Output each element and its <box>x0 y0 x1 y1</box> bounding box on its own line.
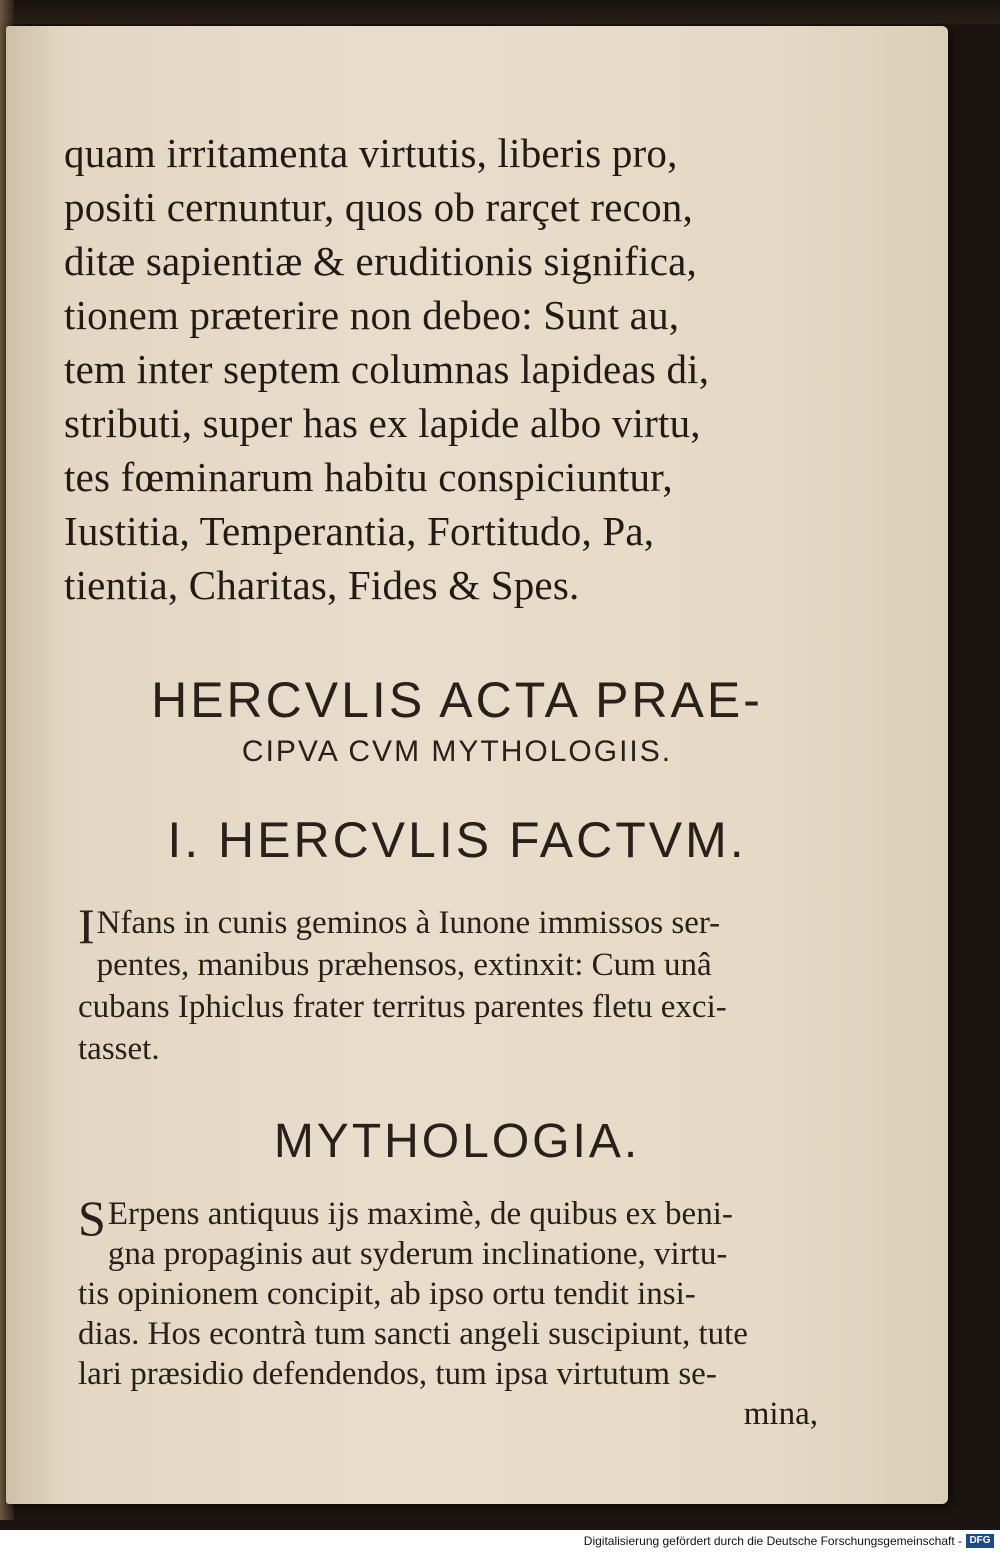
mythologia-heading: MYTHOLOGIA. <box>273 1115 641 1168</box>
mythologia-line: lari præsidio defendendos, tum ipsa virtutum se- <box>78 1356 717 1392</box>
footer-credit: Digitalisierung gefördert durch die Deutsche Forschungsgemeinschaft - <box>583 1534 962 1548</box>
dfg-logo: DFG <box>966 1534 994 1548</box>
drop-cap: S <box>78 1190 106 1246</box>
body-line: ditæ sapientiæ & eruditionis significa, <box>64 238 697 284</box>
book-edge-top <box>0 0 1000 24</box>
body-text <box>64 126 844 612</box>
body-line: stributi, super has ex lapide albo virtu, <box>64 400 701 446</box>
factum-heading: I. HERCVLIS FACTVM. <box>167 812 747 868</box>
book-page <box>6 26 948 1504</box>
section-subheading: CIPVA CVM MYTHOLOGIIS. <box>241 735 673 768</box>
factum-paragraph <box>78 898 842 1070</box>
body-line: tientia, Charitas, Fides & Spes. <box>64 562 580 608</box>
body-line: tes fœminarum habitu conspiciuntur, <box>64 454 673 500</box>
body-line: Iustitia, Temperantia, Fortitudo, Pa, <box>64 508 655 554</box>
catchword: mina, <box>743 1396 818 1432</box>
body-line: positi cernuntur, quos ob rarçet recon, <box>64 184 693 230</box>
mythologia-line: tis opinionem concipit, ab ipso ortu tendit insi- <box>78 1276 696 1312</box>
body-line: quam irritamenta virtutis, liberis pro, <box>64 130 678 176</box>
mythologia-line: Erpens antiquus ijs maximè, de quibus ex beni- <box>107 1196 733 1232</box>
factum-line: cubans Iphiclus frater territus parentes fletu exci- <box>78 989 727 1025</box>
factum-line: pentes, manibus præhensos, extinxit: Cum unâ <box>96 947 712 983</box>
section-heading: HERCVLIS ACTA PRAE- <box>151 672 763 728</box>
mythologia-line: gna propaginis aut syderum inclinatione, virtu- <box>107 1236 728 1272</box>
body-line: tionem præterire non debeo: Sunt au, <box>64 292 680 338</box>
body-line: tem inter septem columnas lapideas di, <box>64 346 710 392</box>
factum-line: tasset. <box>78 1031 160 1067</box>
factum-line: Nfans in cunis geminos à Iunone immissos ser- <box>96 905 721 941</box>
mythologia-paragraph <box>78 1190 842 1394</box>
mythologia-line: dias. Hos econtrà tum sancti angeli suscipiunt, tute <box>78 1316 748 1352</box>
digitization-footer <box>0 1530 1000 1553</box>
drop-cap: I <box>78 898 95 954</box>
